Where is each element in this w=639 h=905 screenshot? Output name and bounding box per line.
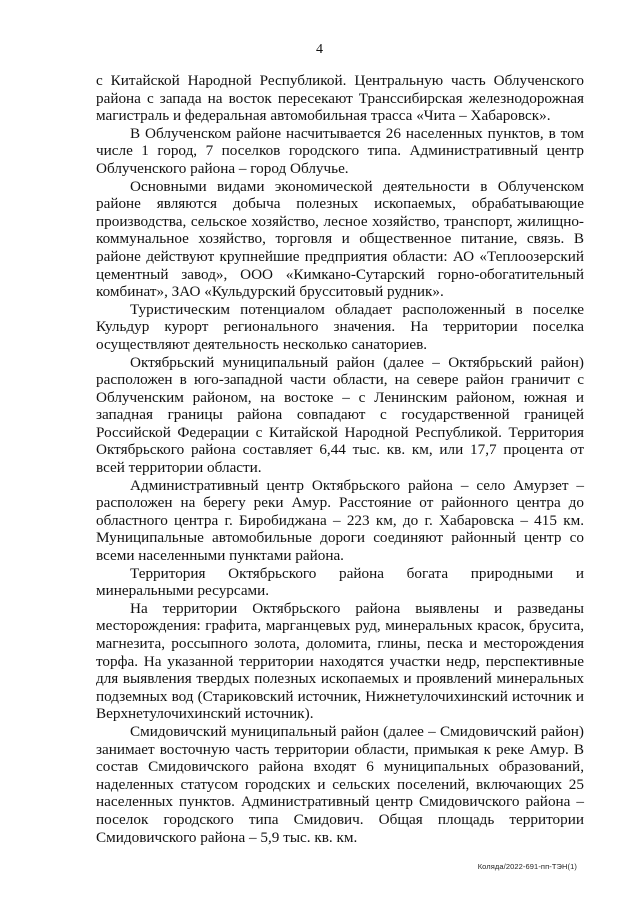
paragraph: Смидовичский муниципальный район (далее – Смидовичский район) занимает восточную часть территории области, примыкая к реке Амур. В состав Смидовичского района входят 6 муниципальных образований, наделенных статусом городских и сельских поселений, включающих 25 населенных пунктов. Административный центр Смидовичского района – поселок городского типа Смидович. Общая площадь территории Смидовичского района – 5,9 тыс. кв. км.: [96, 722, 584, 846]
paragraph: Территория Октябрьского района богата природными и минеральными ресурсами.: [96, 564, 584, 600]
paragraph: На территории Октябрьского района выявлены и разведаны месторождения: графита, марганцевых руд, минеральных красок, брусита, магнезита, россыпного золота, доломита, глины, песка и месторождения торфа. На указанной территории находятся участки недр, перспективные для выявления твердых полезных ископаемых и проявлений минеральных подземных вод (Стариковский источник, Нижнетулочихинский источник и Верхнетулочихинский источник).: [96, 599, 584, 723]
paragraph: Основными видами экономической деятельности в Облученском районе являются добыча полезных ископаемых, обрабатывающие производства, сельское хозяйство, лесное хозяйство, транспорт, жилищно-коммунальное хозяйство, торговля и общественное питание, связь. В районе действуют крупнейшие предприятия области: АО «Теплоозерский цементный завод», ООО «Кимкано-Сутарский горно-обогатительный комбинат», ЗАО «Кульдурский брусситовый рудник».: [96, 177, 584, 301]
paragraph: Туристическим потенциалом обладает расположенный в поселке Кульдур курорт регионального значения. На территории поселка осуществляют деятельность несколько санаториев.: [96, 300, 584, 353]
paragraph: Административный центр Октябрьского района – село Амурзет – расположен на берегу реки Амур. Расстояние от районного центра до областного центра г. Биробиджана – 223 км, до г. Хабаровска – 415 км. Муниципальные автомобильные дороги соединяют районный центр со всеми населенными пунктами района.: [96, 476, 584, 565]
document-body: [96, 72, 584, 846]
document-code-footer: Коляда/2022-691-пп-ТЭН(1): [477, 862, 577, 871]
paragraph-continuation: с Китайской Народной Республикой. Центральную часть Облученского района с запада на восток пересекают Транссибирская железнодорожная магистраль и федеральная автомобильная трасса «Чита – Хабаровск».: [96, 72, 584, 125]
paragraph: В Облученском районе насчитывается 26 населенных пунктов, в том числе 1 город, 7 поселков городского типа. Административный центр Облученского района – город Облучье.: [96, 124, 584, 177]
paragraph: Октябрьский муниципальный район (далее – Октябрьский район) расположен в юго-западной части области, на севере район граничит с Облученским районом, на востоке – с Ленинским районом, южная и западная границы района совпадают с государственной границей Российской Федерации с Китайской Народной Республикой. Территория Октябрьского района составляет 6,44 тыс. кв. км, или 17,7 процента от всей территории области.: [96, 353, 584, 477]
page-number: 4: [316, 42, 323, 57]
